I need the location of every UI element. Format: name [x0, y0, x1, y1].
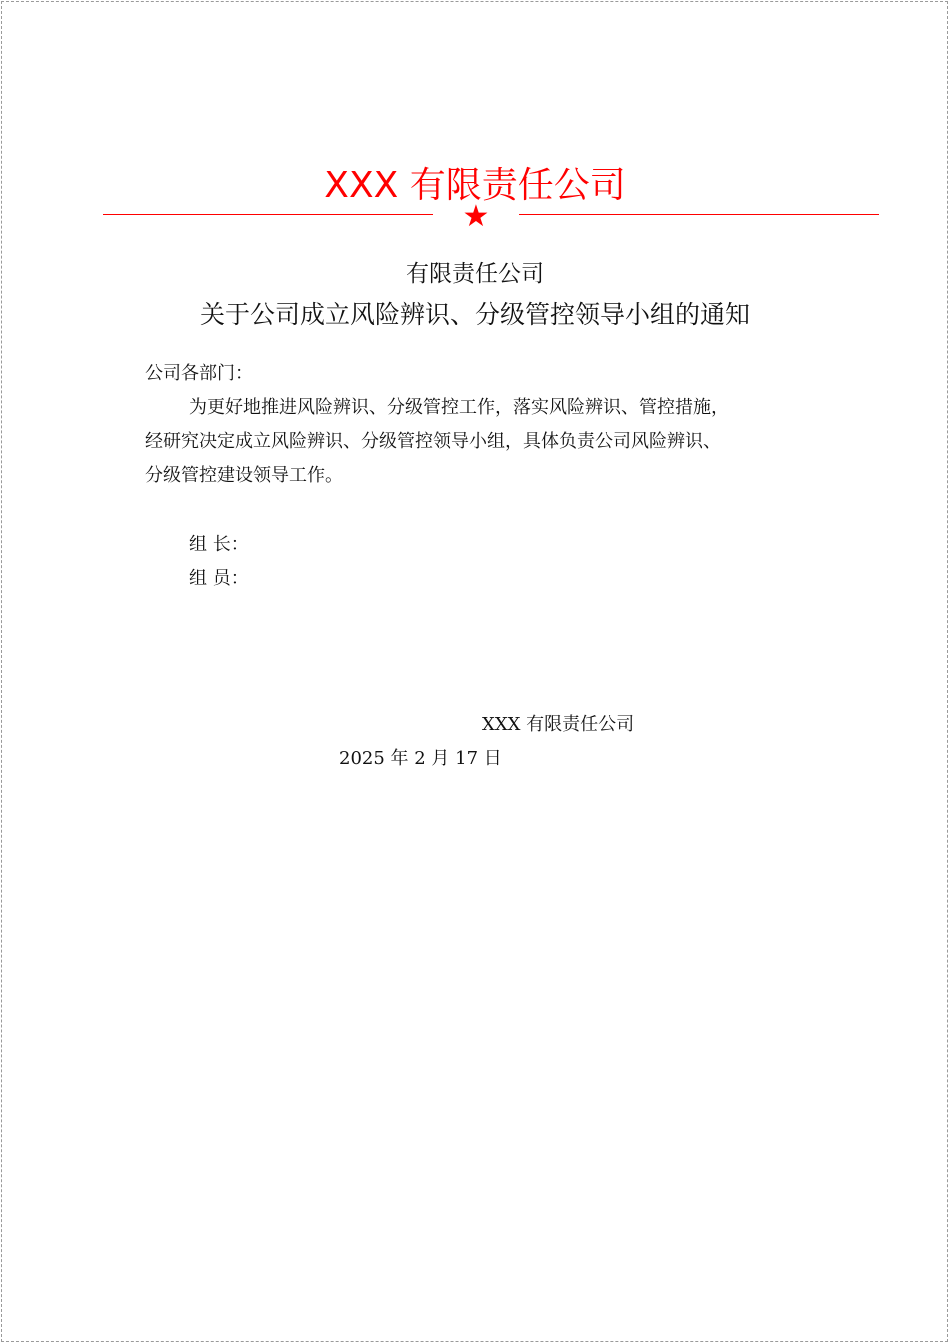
signature-company: XXX 有限责任公司 [482, 714, 635, 735]
letterhead-rule-left [103, 214, 433, 215]
letterhead-rule-right [519, 214, 879, 215]
letterhead-company: XXX 有限责任公司 [324, 165, 626, 206]
member-label: 组 员： [189, 568, 249, 589]
notice-title-line1: 有限责任公司 [406, 261, 544, 287]
star-icon: ★ [462, 199, 490, 234]
notice-title-line2: 关于公司成立风险辨识、分级管控领导小组的通知 [199, 300, 750, 329]
body-line: 经研究决定成立风险辨识、分级管控领导小组，具体负责公司风险辨识、 [145, 431, 721, 452]
salutation: 公司各部门： [145, 363, 253, 384]
body-line: 为更好地推进风险辨识、分级管控工作，落实风险辨识、管控措施， [189, 397, 729, 418]
signature-date: 2025 年 2 月 17 日 [339, 748, 502, 769]
body-paragraph [145, 391, 845, 493]
leader-label: 组 长： [189, 534, 249, 555]
body-line: 分级管控建设领导工作。 [145, 465, 343, 486]
